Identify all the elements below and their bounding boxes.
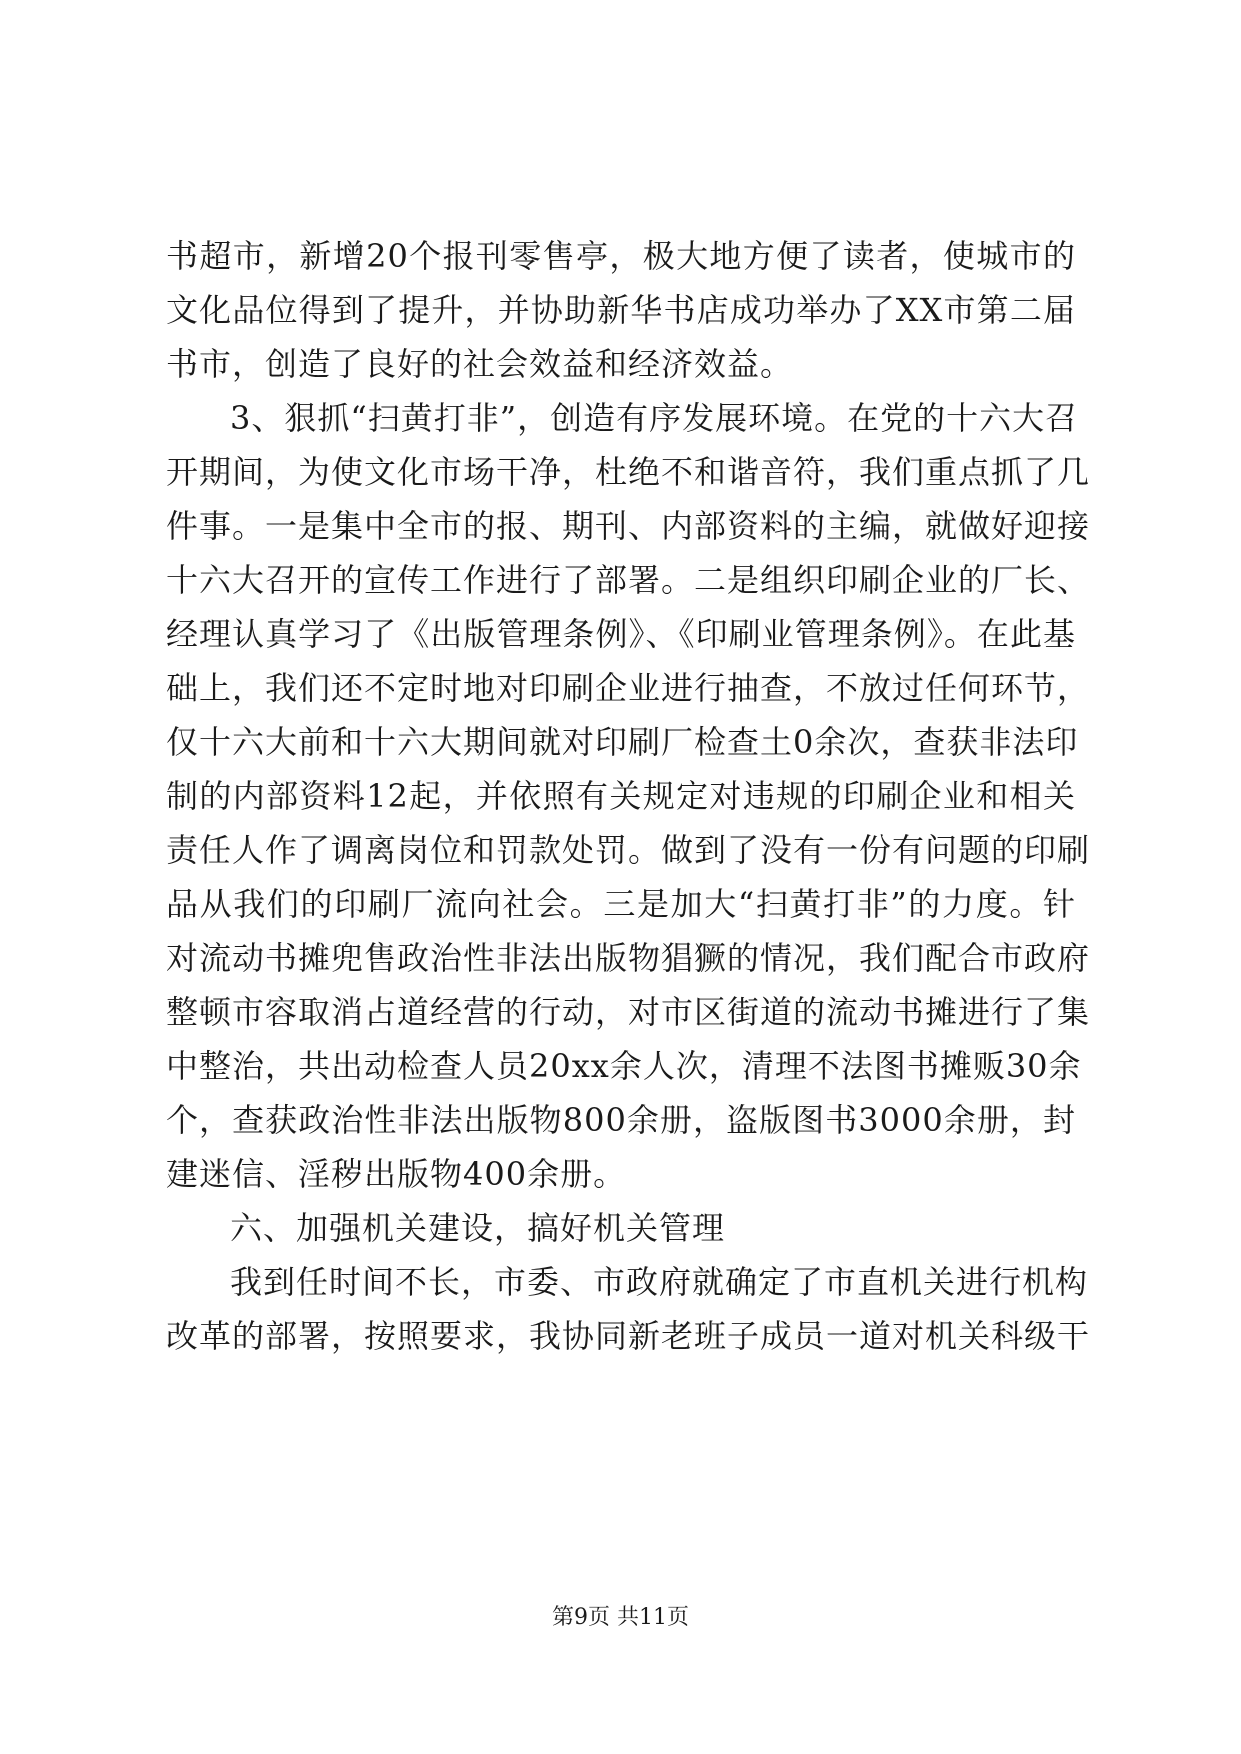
body-line-11: 制的内部资料12起，并依照有关规定对违规的印刷企业和相关 <box>166 777 1076 815</box>
body-line-9: 础上，我们还不定时地对印刷企业进行抽查，不放过任何环节， <box>166 669 1091 707</box>
body-line-1: 书超市，新增20个报刊零售亭，极大地方便了读者，使城市的 <box>166 237 1076 275</box>
body-line-16: 中整治，共出动检查人员20xx余人次，清理不法图书摊贩30余 <box>166 1047 1082 1085</box>
body-line-10: 仅十六大前和十六大期间就对印刷厂检查土0余次，查获非法印 <box>166 723 1079 761</box>
body-line-7: 十六大召开的宣传工作进行了部署。二是组织印刷企业的厂长、 <box>166 561 1091 599</box>
body-line-6: 件事。一是集中全市的报、期刊、内部资料的主编，就做好迎接 <box>166 507 1091 545</box>
body-line-15: 整顿市容取消占道经营的行动，对市区街道的流动书摊进行了集 <box>166 993 1091 1031</box>
body-line-20: 我到任时间不长，市委、市政府就确定了市直机关进行机构 <box>230 1263 1089 1301</box>
section-heading: 六、加强机关建设，搞好机关管理 <box>230 1209 726 1247</box>
body-line-2: 文化品位得到了提升，并协助新华书店成功举办了XX市第二届 <box>166 291 1076 329</box>
body-line-5: 开期间，为使文化市场干净，杜绝不和谐音符，我们重点抓了几 <box>166 453 1091 491</box>
body-line-8: 经理认真学习了《出版管理条例》、《印刷业管理条例》。在此基 <box>166 615 1076 653</box>
body-line-12: 责任人作了调离岗位和罚款处罚。做到了没有一份有问题的印刷 <box>166 831 1091 869</box>
body-line-13: 品从我们的印刷厂流向社会。三是加大“扫黄打非”的力度。针 <box>166 885 1076 923</box>
body-line-14: 对流动书摊兜售政治性非法出版物猖獗的情况，我们配合市政府 <box>166 939 1091 977</box>
body-line-18: 建迷信、淫秽出版物400余册。 <box>166 1155 627 1193</box>
body-line-3: 书市，创造了良好的社会效益和经济效益。 <box>166 345 794 383</box>
body-line-17: 个，查获政治性非法出版物800余册，盗版图书3000余册，封 <box>166 1101 1076 1139</box>
body-line-21: 改革的部署，按照要求，我协同新老班子成员一道对机关科级干 <box>166 1317 1091 1355</box>
body-line-4: 3、狠抓“扫黄打非”，创造有序发展环境。在党的十六大召 <box>230 399 1079 437</box>
page-footer: 第9页 共11页 <box>552 1605 689 1630</box>
